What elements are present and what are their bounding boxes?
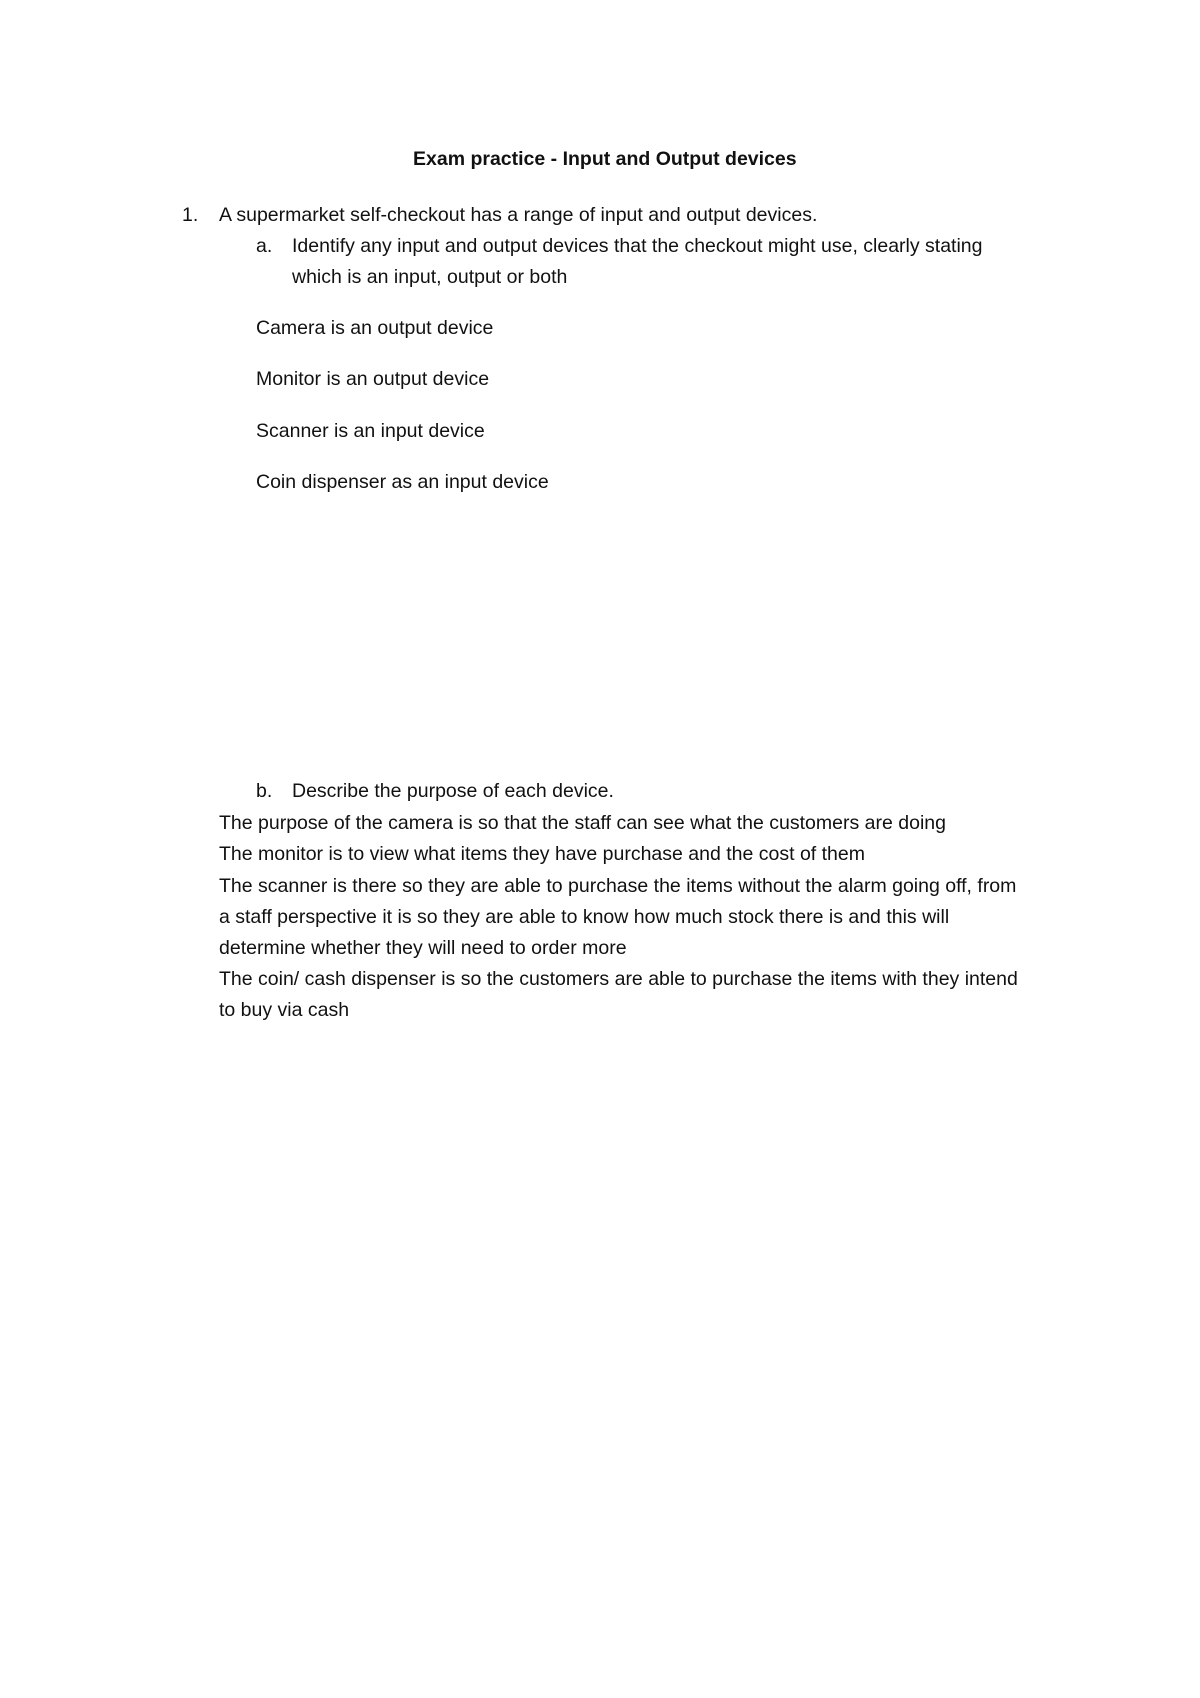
answer-b-line: determine whether they will need to order more bbox=[219, 937, 627, 959]
answer-a-item: Coin dispenser as an input device bbox=[256, 471, 549, 493]
part-b-text: Describe the purpose of each device. bbox=[292, 780, 614, 802]
answer-b-line: to buy via cash bbox=[219, 999, 350, 1021]
document-title: Exam practice - Input and Output devices bbox=[413, 148, 797, 170]
part-a-marker: a. bbox=[256, 235, 273, 257]
part-a-text-line1: Identify any input and output devices that the checkout might use, clearly stating bbox=[292, 235, 983, 257]
part-b-marker: b. bbox=[256, 780, 273, 802]
answer-b-line: a staff perspective it is so they are able to know how much stock there is and this will bbox=[219, 906, 950, 928]
answer-b-line: The scanner is there so they are able to purchase the items without the alarm going off, from bbox=[219, 875, 1017, 897]
answer-b-line: The purpose of the camera is so that the staff can see what the customers are doing bbox=[219, 812, 946, 834]
answer-b-line: The coin/ cash dispenser is so the customers are able to purchase the items with they intend bbox=[219, 968, 1018, 990]
question-number: 1. bbox=[182, 204, 199, 226]
question-text: A supermarket self-checkout has a range of input and output devices. bbox=[219, 204, 818, 226]
answer-a-item: Scanner is an input device bbox=[256, 420, 485, 442]
answer-b-line: The monitor is to view what items they have purchase and the cost of them bbox=[219, 843, 865, 865]
answer-a-item: Monitor is an output device bbox=[256, 368, 490, 390]
part-a-text-line2: which is an input, output or both bbox=[292, 266, 568, 288]
answer-a-item: Camera is an output device bbox=[256, 317, 494, 339]
